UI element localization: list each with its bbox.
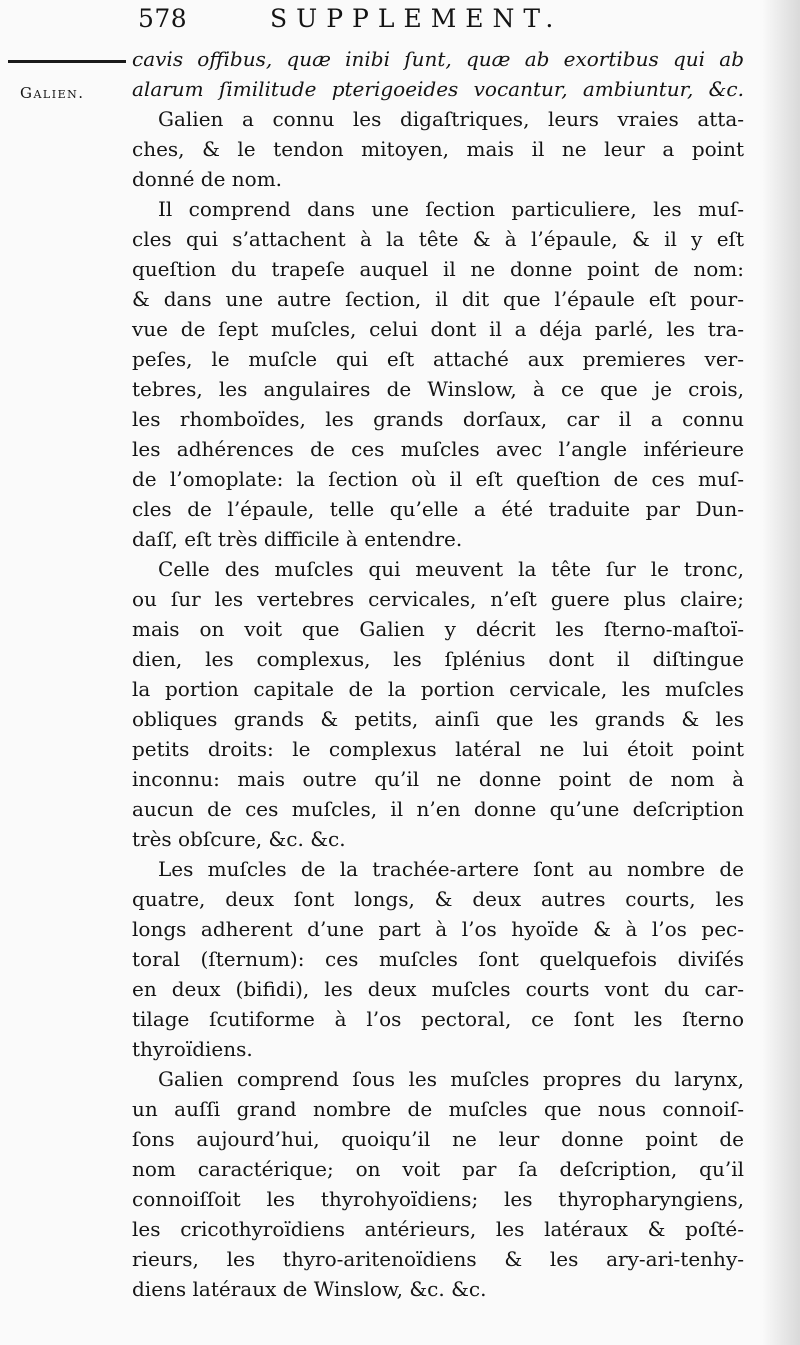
text-line: en deux (bifidi), les deux muſcles courts vont du car- <box>132 977 744 1001</box>
text-line: tilage ſcutiforme à l’os pectoral, ce ſont les ſterno <box>132 1007 744 1031</box>
text-line: peſes, le muſcle qui eſt attaché aux premieres ver- <box>132 347 744 371</box>
text-line: aucun de ces muſcles, il n’en donne qu’une deſcription <box>132 797 744 821</box>
text-line: inconnu: mais outre qu’il ne donne point de nom à <box>132 767 744 791</box>
text-line: de l’omoplate: la ſection où il eſt queſtion de ces muſ- <box>132 467 744 491</box>
text-line: ches, & le tendon mitoyen, mais il ne leur a point <box>132 137 744 161</box>
text-line: quatre, deux ſont longs, & deux autres courts, les <box>132 887 744 911</box>
text-line: Celle des muſcles qui meuvent la tête ſur le tronc, <box>158 557 744 581</box>
body-text <box>132 44 744 1304</box>
text-line: vue de ſept muſcles, celui dont il a déja parlé, les tra- <box>132 317 744 341</box>
text-line: tebres, les angulaires de Winslow, à ce que je crois, <box>132 377 744 401</box>
text-line: Il comprend dans une ſection particuliere, les muſ- <box>158 197 744 221</box>
text-line: Les muſcles de la trachée-artere ſont au nombre de <box>158 857 744 881</box>
text-line: diens latéraux de Winslow, &c. &c. <box>132 1277 487 1301</box>
text-line: cles de l’épaule, telle qu’elle a été traduite par Dun- <box>132 497 744 521</box>
text-line: Galien a connu les digaſtriques, leurs vraies atta- <box>158 107 744 131</box>
text-line: queſtion du trapeſe auquel il ne donne point de nom: <box>132 257 744 281</box>
text-line: les rhomboïdes, les grands dorſaux, car il a connu <box>132 407 744 431</box>
text-line: rieurs, les thyro-aritenoïdiens & les ary-ari-tenhy- <box>132 1247 744 1271</box>
text-line: thyroïdiens. <box>132 1037 253 1061</box>
text-line: mais on voit que Galien y décrit les ſterno-maſtoï- <box>132 617 744 641</box>
text-line: un auſſi grand nombre de muſcles que nous connoiſ- <box>132 1097 744 1121</box>
text-line: très obſcure, &c. &c. <box>132 827 346 851</box>
text-line: petits droits: le complexus latéral ne lui étoit point <box>132 737 744 761</box>
text-line: connoiſſoit les thyrohyoïdiens; les thyropharyngiens, <box>132 1187 744 1211</box>
text-line: ſons aujourd’hui, quoiqu’il ne leur donne point de <box>132 1127 744 1151</box>
text-line: longs adherent d’une part à l’os hyoïde & à l’os pec- <box>132 917 744 941</box>
page-gutter-shadow <box>762 0 800 1345</box>
text-line: cles qui s’attachent à la tête & à l’épaule, & il y eſt <box>132 227 744 251</box>
text-line: alarum ſimilitude pterigoeides vocantur, ambiuntur, &c. <box>132 77 744 101</box>
text-line: obliques grands & petits, ainſi que les grands & les <box>132 707 744 731</box>
text-line: ou ſur les vertebres cervicales, n’eſt guere plus claire; <box>132 587 744 611</box>
text-line: cavis offibus, quæ inibi ſunt, quæ ab exortibus qui ab <box>132 47 744 71</box>
text-line: les adhérences de ces muſcles avec l’angle inférieure <box>132 437 744 461</box>
text-line: donné de nom. <box>132 167 283 191</box>
text-line: les cricothyroïdiens antérieurs, les latéraux & poſté- <box>132 1217 744 1241</box>
text-line: toral (ſternum): ces muſcles ſont quelquefois diviſés <box>132 947 744 971</box>
page-number: 578 <box>138 4 188 33</box>
text-line: Galien comprend ſous les muſcles propres du larynx, <box>158 1067 744 1091</box>
text-line: & dans une autre ſection, il dit que l’épaule eſt pour- <box>132 287 744 311</box>
text-line: daſſ, eſt très difficile à entendre. <box>132 527 463 551</box>
text-line: dien, les complexus, les ſplénius dont il diſtingue <box>132 647 744 671</box>
text-line: nom caractérique; on voit par ſa deſcription, qu’il <box>132 1157 744 1181</box>
margin-rule <box>8 60 126 63</box>
page-header <box>0 2 800 38</box>
running-head: SUPPLEMENT. <box>270 4 563 33</box>
margin-note: Galien. <box>20 84 85 102</box>
text-line: la portion capitale de la portion cervicale, les muſcles <box>132 677 744 701</box>
